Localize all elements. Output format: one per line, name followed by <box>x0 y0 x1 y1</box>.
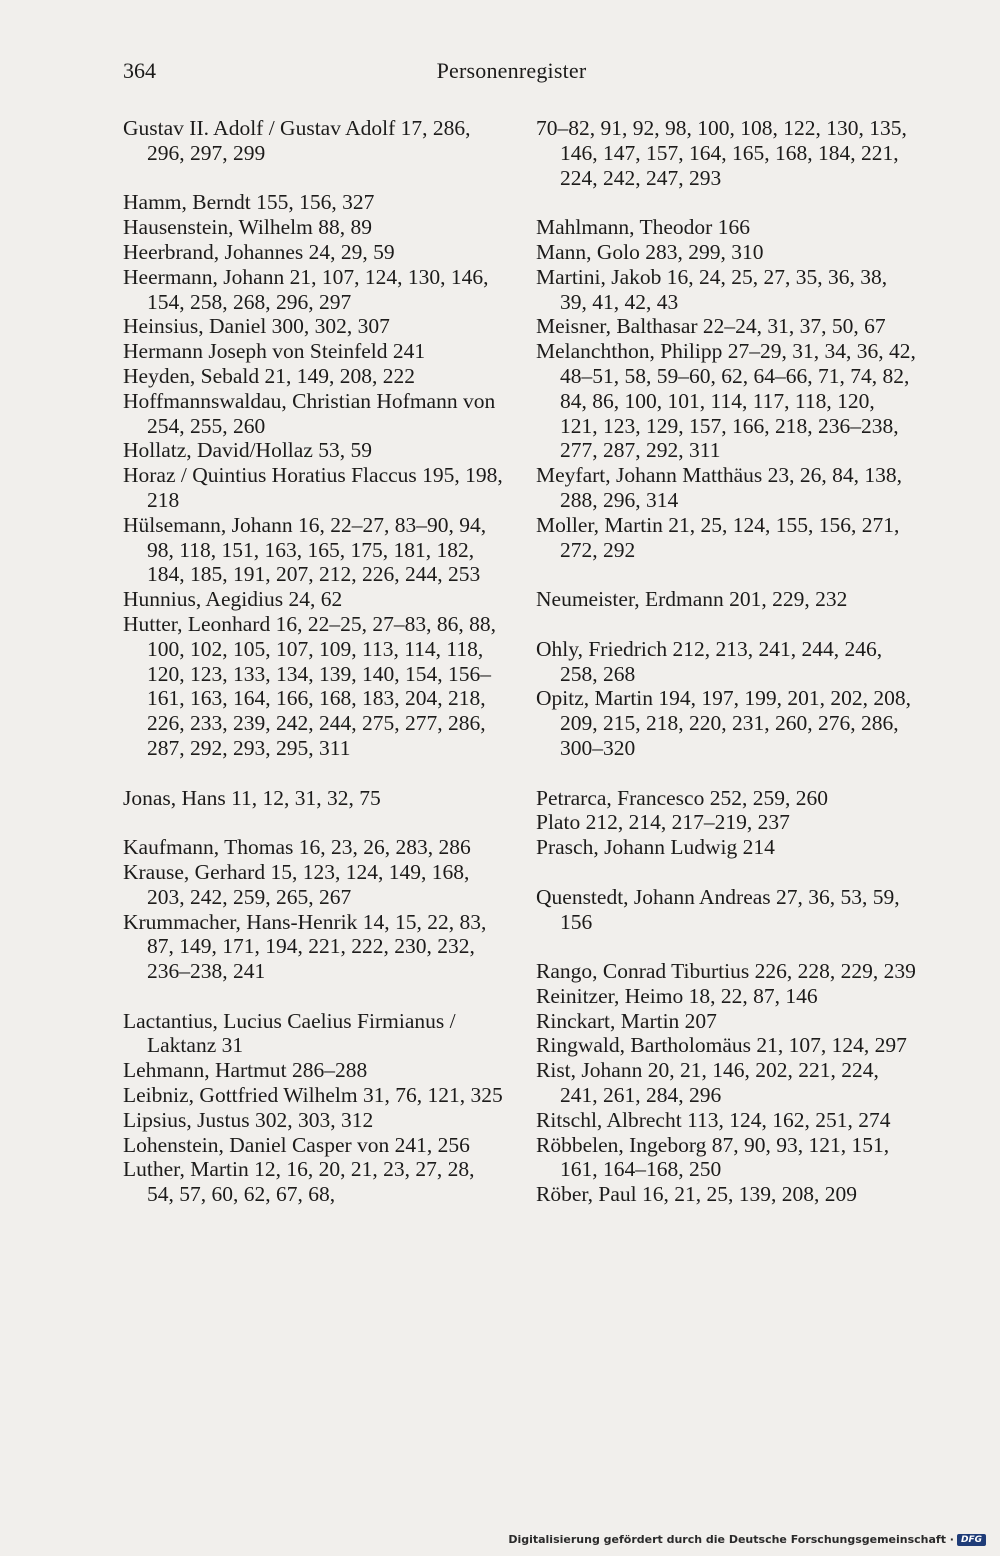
index-entry: Petrarca, Francesco 252, 259, 260 <box>536 785 828 810</box>
index-entry: Ritschl, Albrecht 113, 124, 162, 251, 274 <box>536 1107 891 1132</box>
page-number: 364 <box>123 58 156 83</box>
index-entry: Krause, Gerhard 15, 123, 124, 149, 168, 203, 242, 259, 265, 267 <box>123 859 470 909</box>
index-entry: Plato 212, 214, 217–219, 237 <box>536 810 790 835</box>
index-entry: Hamm, Berndt 155, 156, 327 <box>123 190 375 215</box>
index-column-right <box>536 116 916 1207</box>
index-entry: Hoffmannswaldau, Christian Hofmann von 254, 255, 260 <box>123 388 496 438</box>
index-entry: Hausenstein, Wilhelm 88, 89 <box>123 215 372 240</box>
index-entry: Meyfart, Johann Matthäus 23, 26, 84, 138, 288, 296, 314 <box>536 463 903 512</box>
index-gap <box>536 934 916 959</box>
index-gap <box>536 190 916 215</box>
digitization-footer <box>508 1533 986 1546</box>
index-entry: Heinsius, Daniel 300, 302, 307 <box>123 314 390 339</box>
index-entry: Rist, Johann 20, 21, 146, 202, 221, 224, 241, 261, 284, 296 <box>536 1058 879 1108</box>
index-gap <box>536 860 916 885</box>
index-gap <box>536 562 916 587</box>
index-entry: Lipsius, Justus 302, 303, 312 <box>123 1107 374 1132</box>
index-entry: Luther, Martin 12, 16, 20, 21, 23, 27, 28, 54, 57, 60, 62, 67, 68, <box>123 1157 475 1207</box>
index-column-left <box>123 116 503 1207</box>
index-entry: Leibniz, Gottfried Wilhelm 31, 76, 121, 325 <box>123 1083 503 1108</box>
index-entry: Moller, Martin 21, 25, 124, 155, 156, 271, 272, 292 <box>536 512 900 562</box>
index-entry: Rango, Conrad Tiburtius 226, 228, 229, 239 <box>536 959 916 984</box>
footer-text: Digitalisierung gefördert durch die Deutsche Forschungsgemeinschaft · <box>508 1533 954 1546</box>
index-entry: Lohenstein, Daniel Casper von 241, 256 <box>123 1132 470 1157</box>
index-entry: Hermann Joseph von Steinfeld 241 <box>123 339 426 364</box>
index-entry: Heerbrand, Johannes 24, 29, 59 <box>123 239 395 264</box>
index-entry: Hülsemann, Johann 16, 22–27, 83–90, 94, 98, 118, 151, 163, 165, 175, 181, 182, 184, 185, 191, 207, 212, 226, 244, 253 <box>123 512 487 587</box>
index-entry: Mann, Golo 283, 299, 310 <box>536 239 764 264</box>
index-entry: Meisner, Balthasar 22–24, 31, 37, 50, 67 <box>536 314 886 339</box>
index-entry: Opitz, Martin 194, 197, 199, 201, 202, 208, 209, 215, 218, 220, 231, 260, 276, 286, 300–320 <box>536 686 912 760</box>
index-entry: Lehmann, Hartmut 286–288 <box>123 1058 368 1083</box>
index-entry: Ohly, Friedrich 212, 213, 241, 244, 246, 258, 268 <box>536 636 883 686</box>
dfg-logo-icon: DFG <box>957 1534 986 1546</box>
index-entry: 70–82, 91, 92, 98, 100, 108, 122, 130, 135, 146, 147, 157, 164, 165, 168, 184, 221, 224, 242, 247, 293 <box>536 116 907 190</box>
index-entry: Hunnius, Aegidius 24, 62 <box>123 587 343 612</box>
index-entry: Ringwald, Bartholomäus 21, 107, 124, 297 <box>536 1033 907 1058</box>
index-entry: Hollatz, David/Hollaz 53, 59 <box>123 438 372 463</box>
index-entry: Hutter, Leonhard 16, 22–25, 27–83, 86, 88, 100, 102, 105, 107, 109, 113, 114, 118, 120, 123, 133, 134, 139, 140, 154, 156–161, 163, 164, 166, 168, 183, 204, 218, 226, 233, 239, 242, 244, 275, 277, 286, 287, 292, 293, 295, 311 <box>123 611 496 760</box>
index-entry: Kaufmann, Thomas 16, 23, 26, 283, 286 <box>123 835 471 860</box>
index-entry: Rinckart, Martin 207 <box>536 1008 717 1033</box>
page-header <box>123 58 900 90</box>
index-gap <box>123 166 503 191</box>
index-gap <box>123 810 503 835</box>
index-entry: Gustav II. Adolf / Gustav Adolf 17, 286, 296, 297, 299 <box>123 116 471 165</box>
running-title: Personenregister <box>436 58 587 83</box>
index-gap <box>123 761 503 786</box>
index-entry: Quenstedt, Johann Andreas 27, 36, 53, 59, 156 <box>536 884 900 934</box>
index-entry: Röbbelen, Ingeborg 87, 90, 93, 121, 151, 161, 164–168, 250 <box>536 1132 890 1182</box>
index-gap <box>536 761 916 786</box>
index-entry: Krummacher, Hans-Henrik 14, 15, 22, 83, 87, 149, 171, 194, 221, 222, 230, 232, 236–238, 241 <box>123 909 487 984</box>
index-entry: Prasch, Johann Ludwig 214 <box>536 835 775 860</box>
index-entry: Mahlmann, Theodor 166 <box>536 215 750 240</box>
index-entry: Neumeister, Erdmann 201, 229, 232 <box>536 587 848 612</box>
index-entry: Horaz / Quintius Horatius Flaccus 195, 198, 218 <box>123 463 503 512</box>
index-entry: Heyden, Sebald 21, 149, 208, 222 <box>123 363 416 388</box>
index-entry: Röber, Paul 16, 21, 25, 139, 208, 209 <box>536 1182 858 1207</box>
index-entry: Martini, Jakob 16, 24, 25, 27, 35, 36, 38, 39, 41, 42, 43 <box>536 264 888 314</box>
index-entry: Jonas, Hans 11, 12, 31, 32, 75 <box>123 785 381 810</box>
index-entry: Reinitzer, Heimo 18, 22, 87, 146 <box>536 983 818 1008</box>
index-entry: Heermann, Johann 21, 107, 124, 130, 146, 154, 258, 268, 296, 297 <box>123 264 489 314</box>
index-gap <box>536 612 916 637</box>
index-entry: Lactantius, Lucius Caelius Firmianus / Laktanz 31 <box>123 1008 456 1058</box>
index-entry: Melanchthon, Philipp 27–29, 31, 34, 36, 42, 48–51, 58, 59–60, 62, 64–66, 71, 74, 82, 84, 86, 100, 101, 114, 117, 118, 120, 121, 123, 129, 157, 166, 218, 236–238, 277, 287, 292, 311 <box>536 339 916 463</box>
index-gap <box>123 984 503 1009</box>
